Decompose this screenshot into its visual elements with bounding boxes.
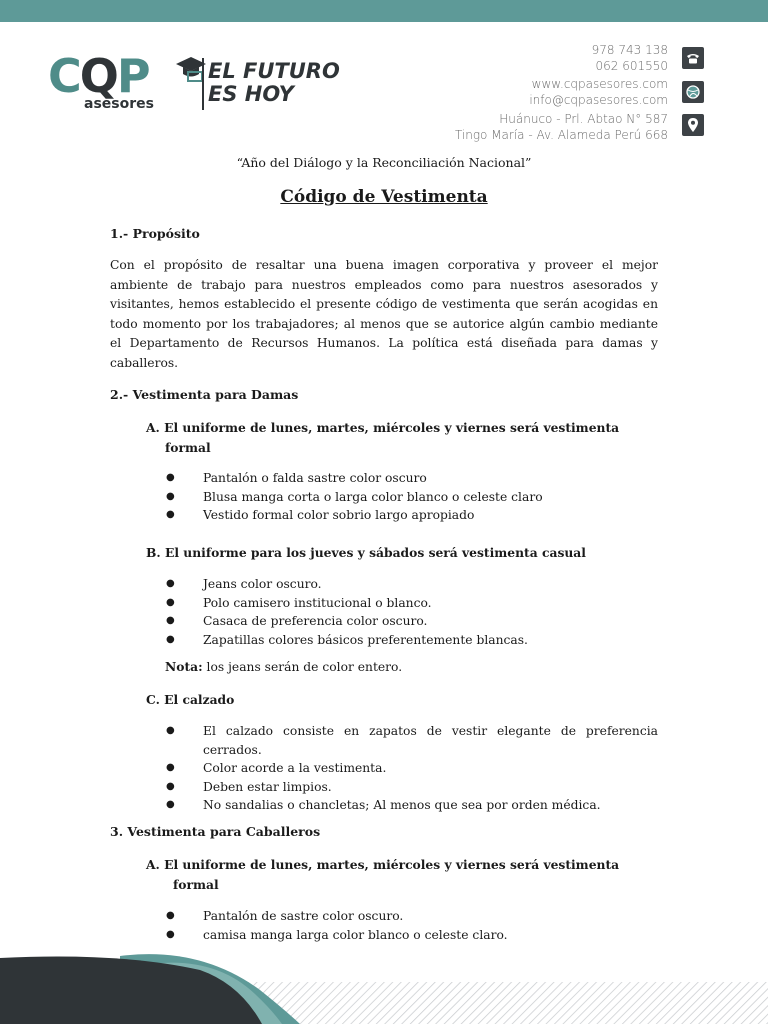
header-band [0, 0, 768, 22]
list-item: ● Vestido formal color sobrio largo apropiado [166, 506, 658, 525]
email-link[interactable]: info@cqpasesores.com [529, 93, 668, 107]
website-link[interactable]: www.cqpasesores.com [531, 77, 668, 91]
list-item: ● No sandalias o chancletas; Al menos que sea por orden médica. [166, 796, 658, 815]
logo-divider [202, 58, 204, 110]
list-item: ● El calzado consiste en zapatos de vestir elegante de preferencia cerrados. [166, 722, 658, 759]
section-3-heading: 3. Vestimenta para Caballeros [110, 824, 321, 839]
section-3a-list [166, 907, 658, 944]
list-item: ● Pantalón o falda sastre color oscuro [166, 469, 658, 488]
footer-decoration [0, 950, 768, 1024]
section-2c-heading: C. El calzado [146, 692, 235, 707]
section-1-paragraph: Con el propósito de resaltar una buena imagen corporativa y proveer el mejor ambiente de trabajo para nuestros empleados como para nuestros asesorados y visitantes, hemos establecido el presente código de vestimenta que serán acogidas en todo momento por los trabajadores; al menos que se autorice algún cambio mediante el Departamento de Recursos Humanos. La política está diseñada para damas y caballeros. [110, 258, 658, 370]
section-2b-heading: B. El uniforme para los jueves y sábados será vestimenta casual [146, 545, 586, 560]
section-3a-heading: A. El uniforme de lunes, martes, miércoles y viernes será vestimenta formal [146, 857, 620, 892]
list-item: ● Zapatillas colores básicos preferentemente blancas. [166, 631, 658, 650]
list-item: ● Jeans color oscuro. [166, 575, 658, 594]
list-item: ● Pantalón de sastre color oscuro. [166, 907, 658, 926]
company-logo [48, 49, 348, 112]
location-icon [682, 114, 704, 136]
list-item: ● Polo camisero institucional o blanco. [166, 594, 658, 613]
section-2a-list [166, 469, 658, 525]
section-2b-list [166, 575, 658, 649]
contact-addresses: Huánuco - Prl. Abtao N° 587 Tingo María - Av. Alameda Perú 668 [454, 112, 668, 142]
section-1-heading: 1.- Propósito [110, 226, 200, 241]
section-2a-heading: A. El uniforme de lunes, martes, miércoles y viernes será vestimenta formal [146, 420, 620, 455]
list-item: ● Deben estar limpios. [166, 778, 658, 797]
document-title: Código de Vestimenta [280, 187, 488, 207]
section-2c-list [166, 722, 658, 815]
list-item: ● camisa manga larga color blanco o celeste claro. [166, 926, 658, 945]
logo-slogan: EL FUTURO ES HOY [208, 59, 340, 106]
contact-phones: 978 743 138 062 601550 [591, 43, 668, 73]
year-motto: “Año del Diálogo y la Reconciliación Nacional” [236, 155, 532, 170]
logo-brand-word: asesores [84, 96, 154, 112]
phone-icon [682, 47, 704, 69]
list-item: ● Color acorde a la vestimenta. [166, 759, 658, 778]
list-item: ● Blusa manga corta o larga color blanco o celeste claro [166, 488, 658, 507]
list-item: ● Casaca de preferencia color oscuro. [166, 612, 658, 631]
contact-web [529, 76, 668, 108]
note: Nota: los jeans serán de color entero. [165, 659, 403, 674]
logo-letters: CQP [48, 49, 149, 103]
section-2-heading: 2.- Vestimenta para Damas [110, 387, 299, 402]
web-icon [682, 81, 704, 103]
